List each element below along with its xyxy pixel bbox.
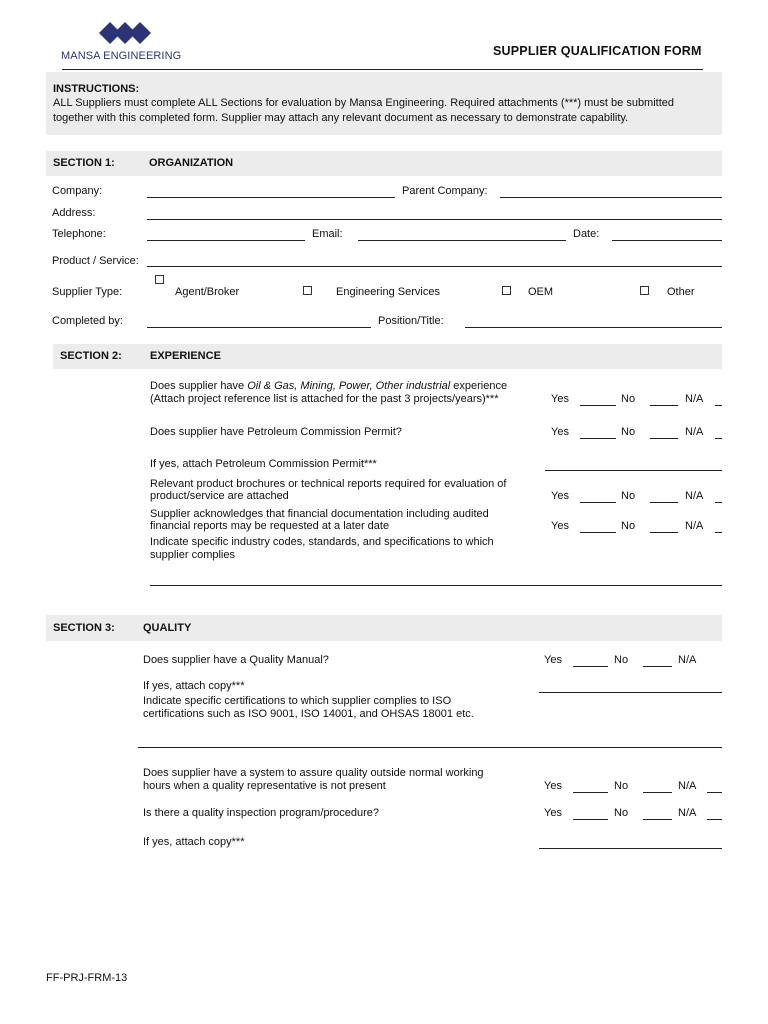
inspection-attach-field[interactable]: [539, 848, 722, 849]
financial-question: Supplier acknowledges that financial documentation including audited: [150, 508, 489, 520]
brochures-question: Relevant product brochures or technical reports required for evaluation of: [150, 478, 507, 490]
section-1-header: [46, 151, 722, 176]
position-title-field[interactable]: [465, 327, 722, 328]
na-label: N/A: [685, 520, 704, 532]
na-field[interactable]: [707, 792, 722, 793]
email-label: Email:: [312, 228, 343, 240]
experience-question-line-2: (Attach project reference list is attached for the past 3 projects/years)***: [150, 393, 499, 405]
quality-system-question-line-2: hours when a quality representative is not present: [143, 780, 386, 792]
no-label: No: [614, 807, 629, 819]
yes-label: Yes: [544, 654, 562, 666]
position-title-label: Position/Title:: [378, 315, 444, 327]
no-label: No: [621, 490, 636, 502]
engineering-services-label: Engineering Services: [336, 286, 440, 298]
product-service-label: Product / Service:: [52, 255, 139, 267]
no-field[interactable]: [650, 438, 678, 439]
yes-field[interactable]: [573, 792, 608, 793]
yes-field[interactable]: [580, 532, 616, 533]
date-field[interactable]: [612, 240, 722, 241]
iso-question: Indicate specific certifications to which supplier complies to ISO: [143, 695, 452, 707]
permit-attach-text: If yes, attach Petroleum Commission Permit***: [150, 458, 377, 470]
company-field[interactable]: [147, 197, 395, 198]
financial-question-line-2: financial reports may be requested at a later date: [150, 520, 390, 532]
na-field[interactable]: [707, 819, 722, 820]
na-field[interactable]: [715, 532, 722, 533]
yes-field[interactable]: [580, 438, 616, 439]
no-field[interactable]: [650, 532, 678, 533]
no-label: No: [621, 520, 636, 532]
permit-attach-field[interactable]: [545, 470, 722, 471]
experience-question: Does supplier have Oil & Gas, Mining, Power, Other industrial experience: [150, 380, 508, 392]
no-field[interactable]: [643, 819, 672, 820]
yes-label: Yes: [551, 426, 569, 438]
oem-checkbox[interactable]: [502, 286, 511, 295]
yes-field[interactable]: [580, 502, 616, 503]
logo-diamonds-icon: [98, 20, 178, 46]
no-field[interactable]: [643, 792, 672, 793]
quality-manual-attach-field[interactable]: [539, 692, 722, 693]
header-divider: [62, 69, 703, 70]
industry-codes-question-line-2: supplier complies: [150, 549, 235, 561]
telephone-label: Telephone:: [52, 228, 106, 240]
completed-by-field[interactable]: [147, 327, 371, 328]
yes-label: Yes: [551, 490, 569, 502]
yes-field[interactable]: [573, 819, 608, 820]
no-label: No: [614, 780, 629, 792]
na-field[interactable]: [715, 438, 722, 439]
na-label: N/A: [685, 393, 704, 405]
instructions-heading: INSTRUCTIONS:: [53, 83, 140, 95]
section-2-label: SECTION 2:: [60, 350, 122, 362]
no-label: No: [614, 654, 629, 666]
na-label: N/A: [678, 780, 697, 792]
no-label: No: [621, 393, 636, 405]
no-field[interactable]: [650, 405, 678, 406]
product-service-field[interactable]: [147, 266, 722, 267]
no-field[interactable]: [650, 502, 678, 503]
quality-manual-attach-text: If yes, attach copy***: [143, 680, 245, 692]
inspection-attach-text: If yes, attach copy***: [143, 836, 245, 848]
yes-label: Yes: [551, 393, 569, 405]
section-1-label: SECTION 1:: [53, 157, 115, 169]
yes-label: Yes: [544, 807, 562, 819]
permit-question: Does supplier have Petroleum Commission Permit?: [150, 426, 402, 438]
form-title: SUPPLIER QUALIFICATION FORM: [493, 44, 702, 58]
yes-label: Yes: [551, 520, 569, 532]
inspection-question: Is there a quality inspection program/procedure?: [143, 807, 380, 819]
parent-company-label: Parent Company:: [402, 185, 488, 197]
other-label: Other: [667, 286, 695, 298]
instructions-line-1: ALL Suppliers must complete ALL Sections for evaluation by Mansa Engineering. Required attachments (***) must be submitted: [53, 97, 675, 109]
engineering-services-checkbox[interactable]: [303, 286, 312, 295]
iso-field[interactable]: [138, 747, 722, 748]
industry-codes-question: Indicate specific industry codes, standards, and specifications to which: [150, 536, 494, 548]
na-field[interactable]: [715, 405, 722, 406]
other-checkbox[interactable]: [640, 286, 649, 295]
brochures-question-line-2: product/service are attached: [150, 490, 289, 502]
na-label: N/A: [685, 490, 704, 502]
yes-field[interactable]: [580, 405, 616, 406]
section-3-label: SECTION 3:: [53, 622, 115, 634]
logo-text: MANSA ENGINEERING: [61, 50, 182, 62]
parent-company-field[interactable]: [500, 197, 722, 198]
section-1-title: ORGANIZATION: [149, 157, 234, 169]
no-label: No: [621, 426, 636, 438]
quality-system-question: Does supplier have a system to assure quality outside normal working: [143, 767, 484, 779]
agent-broker-label: Agent/Broker: [175, 286, 240, 298]
section-2-title: EXPERIENCE: [150, 350, 221, 362]
form-code: FF-PRJ-FRM-13: [46, 972, 128, 984]
iso-question-line-2: certifications such as ISO 9001, ISO 14001, and OHSAS 18001 etc.: [143, 708, 474, 720]
company-label: Company:: [52, 185, 103, 197]
na-field[interactable]: [715, 502, 722, 503]
no-field[interactable]: [643, 666, 672, 667]
na-label: N/A: [685, 426, 704, 438]
address-field[interactable]: [147, 219, 722, 220]
section-3-title: QUALITY: [143, 622, 192, 634]
address-label: Address:: [52, 207, 96, 219]
na-label: N/A: [678, 654, 697, 666]
industry-codes-field[interactable]: [150, 585, 722, 586]
quality-manual-question: Does supplier have a Quality Manual?: [143, 654, 329, 666]
instructions-line-2: together with this completed form. Supplier may attach any relevant document as necessary to demonstrate capability.: [53, 112, 629, 124]
supplier-type-label: Supplier Type:: [52, 286, 123, 298]
telephone-field[interactable]: [147, 240, 305, 241]
oem-label: OEM: [528, 286, 554, 298]
agent-broker-checkbox[interactable]: [155, 275, 164, 284]
yes-label: Yes: [544, 780, 562, 792]
yes-field[interactable]: [573, 666, 608, 667]
na-label: N/A: [678, 807, 697, 819]
completed-by-label: Completed by:: [52, 315, 123, 327]
date-label: Date:: [573, 228, 600, 240]
email-field[interactable]: [358, 240, 566, 241]
